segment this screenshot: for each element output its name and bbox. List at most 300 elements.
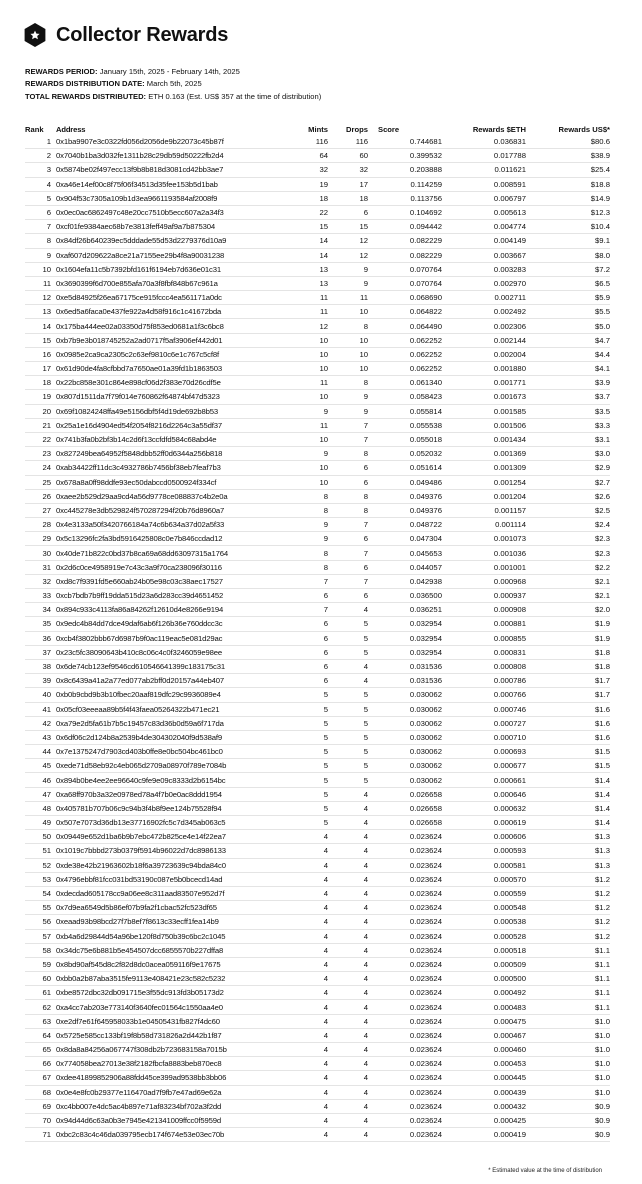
address-cell: 0xb0b9cbd9b3b10fbec20aaf819dfc29c9936089e4 <box>56 690 221 700</box>
page-title: Collector Rewards <box>56 23 229 46</box>
score-cell: 0.055538 <box>409 420 442 430</box>
drops-cell: 4 <box>363 605 368 615</box>
table-row <box>25 830 610 844</box>
table-row <box>25 1114 610 1128</box>
rewards-usd-cell: $1.7 <box>595 690 610 700</box>
rewards-eth-cell: 0.000570 <box>493 874 526 884</box>
table-row <box>25 575 610 589</box>
score-cell: 0.023624 <box>409 917 442 927</box>
rewards-usd-cell: $2.2 <box>595 562 610 572</box>
address-cell: 0xcf01fe9384aec68b7e3813feff49af9a7b875304 <box>56 222 215 232</box>
drops-cell: 12 <box>359 250 368 260</box>
mints-cell: 10 <box>319 335 328 345</box>
rank-cell: 32 <box>42 576 51 586</box>
mints-cell: 10 <box>319 477 328 487</box>
rewards-usd-cell: $1.3 <box>595 846 610 856</box>
total-distributed-value: ETH 0.163 (Est. US$ 357 at the time of distribution) <box>148 91 322 101</box>
rank-cell: 37 <box>42 647 51 657</box>
rewards-usd-cell: $2.7 <box>595 477 610 487</box>
table-row <box>25 291 610 305</box>
mints-cell: 10 <box>319 435 328 445</box>
rewards-usd-cell: $1.2 <box>595 874 610 884</box>
address-cell: 0xcb7bdb7b9ff19dda515d23a6d283cc39d4651452 <box>56 591 224 601</box>
rewards-usd-cell: $1.1 <box>595 959 610 969</box>
rewards-eth-cell: 0.000509 <box>493 959 526 969</box>
rewards-eth-cell: 0.000727 <box>493 718 526 728</box>
drops-cell: 6 <box>363 477 368 487</box>
score-cell: 0.399532 <box>409 151 442 161</box>
address-cell: 0x94d44d6c63a0b3e7945e421341009ffcc0f5959d <box>56 1116 221 1126</box>
mints-cell: 18 <box>319 193 328 203</box>
drops-cell: 4 <box>363 1016 368 1026</box>
score-cell: 0.113756 <box>410 193 442 203</box>
rewards-usd-cell: $1.0 <box>595 1045 610 1055</box>
address-cell: 0xa68ff970b3a32e0978ed78a4f7b0e0ac8ddd1954 <box>56 789 222 799</box>
rank-cell: 17 <box>42 364 51 374</box>
rewards-eth-cell: 0.001673 <box>493 392 526 402</box>
rewards-eth-cell: 0.000677 <box>493 761 526 771</box>
table-row <box>25 546 610 560</box>
rank-cell: 59 <box>42 959 51 969</box>
rank-cell: 68 <box>42 1087 51 1097</box>
rewards-usd-cell: $6.5 <box>595 278 610 288</box>
table-row <box>25 532 610 546</box>
rewards-usd-cell: $0.9 <box>595 1101 610 1111</box>
address-cell: 0xa79e2d5fa61b7b5c19457c83d36b0d59a6f717da <box>56 718 224 728</box>
address-cell: 0x7e1375247d7903cd403b0ffe8e0bc504bc461bc0 <box>56 747 223 757</box>
rewards-usd-cell: $4.1 <box>595 364 610 374</box>
address-cell: 0x774058bea27013e38f2182fbcfa8883beb870ec8 <box>56 1059 222 1069</box>
drops-cell: 4 <box>363 676 368 686</box>
score-cell: 0.026658 <box>409 789 442 799</box>
rewards-eth-cell: 0.000619 <box>493 818 526 828</box>
score-cell: 0.042938 <box>409 576 442 586</box>
rewards-eth-cell: 0.000593 <box>493 846 526 856</box>
drops-cell: 4 <box>363 945 368 955</box>
rank-cell: 24 <box>42 463 51 473</box>
score-cell: 0.062252 <box>409 349 442 359</box>
score-cell: 0.030062 <box>409 747 442 757</box>
score-cell: 0.023624 <box>409 988 442 998</box>
rank-cell: 64 <box>42 1030 51 1040</box>
drops-cell: 4 <box>363 917 368 927</box>
drops-cell: 4 <box>363 1087 368 1097</box>
score-cell: 0.082229 <box>409 236 442 246</box>
drops-cell: 4 <box>363 789 368 799</box>
rewards-usd-cell: $18.8 <box>590 179 610 189</box>
score-cell: 0.023624 <box>409 846 442 856</box>
drops-cell: 5 <box>363 633 368 643</box>
rank-cell: 33 <box>42 591 51 601</box>
mints-cell: 5 <box>323 789 328 799</box>
mints-cell: 5 <box>323 803 328 813</box>
mints-cell: 4 <box>323 1002 328 1012</box>
table-row <box>25 1086 610 1100</box>
rewards-usd-cell: $38.9 <box>590 151 610 161</box>
address-cell: 0xaee2b529d29aa9cd4a56d9778ce088837c4b2e0a <box>56 491 228 501</box>
mints-cell: 6 <box>323 619 328 629</box>
rewards-eth-cell: 0.000425 <box>493 1116 526 1126</box>
rewards-usd-cell: $2.5 <box>595 505 610 515</box>
rank-cell: 65 <box>42 1045 51 1055</box>
score-cell: 0.052032 <box>409 449 442 459</box>
rewards-usd-cell: $1.1 <box>595 988 610 998</box>
address-cell: 0x1604efa11c5b7392bfd161f6194eb7d636e01c31 <box>56 264 221 274</box>
rewards-eth-cell: 0.001254 <box>493 477 526 487</box>
drops-cell: 4 <box>363 931 368 941</box>
mints-cell: 10 <box>319 364 328 374</box>
rewards-usd-cell: $1.2 <box>595 931 610 941</box>
mints-cell: 4 <box>323 974 328 984</box>
table-row <box>25 944 610 958</box>
header-address: Address <box>56 124 86 134</box>
address-cell: 0x175ba444ee02a03350d75f853ed0681a1f3c6bc8 <box>56 321 224 331</box>
rewards-usd-cell: $14.9 <box>590 193 610 203</box>
rewards-usd-cell: $1.5 <box>595 747 610 757</box>
header-score: Score <box>378 124 400 134</box>
drops-cell: 7 <box>363 435 368 445</box>
address-cell: 0x6df06c2d124b8a2539b4de304302040f9d538af9 <box>56 732 222 742</box>
rewards-eth-cell: 0.000518 <box>493 945 526 955</box>
mints-cell: 4 <box>323 832 328 842</box>
rewards-eth-cell: 0.005613 <box>493 208 526 218</box>
score-cell: 0.023624 <box>409 832 442 842</box>
rank-cell: 52 <box>42 860 51 870</box>
table-row <box>25 490 610 504</box>
drops-cell: 60 <box>359 151 368 161</box>
mints-cell: 5 <box>323 732 328 742</box>
address-cell: 0x4e3133a50f3420766184a74c6b634a37d02a5f33 <box>56 520 225 530</box>
rank-cell: 70 <box>42 1116 51 1126</box>
score-cell: 0.036251 <box>409 605 442 615</box>
address-cell: 0x25a1e16d4904ed54f2054f8216d2264c3a55df37 <box>56 420 222 430</box>
drops-cell: 17 <box>359 179 368 189</box>
address-cell: 0x7d9ea6549d5b86ef07b9fa2f1cbac52fc523df65 <box>56 903 217 913</box>
rewards-eth-cell: 0.000528 <box>493 931 526 941</box>
table-row <box>25 234 610 248</box>
rewards-usd-cell: $1.6 <box>595 704 610 714</box>
score-cell: 0.032954 <box>409 633 442 643</box>
distribution-date-label: REWARDS DISTRIBUTION DATE: <box>25 79 145 89</box>
address-cell: 0x69f10824248ffa49e5156dbf5f4d19de692b8b53 <box>56 406 218 416</box>
table-row <box>25 745 610 759</box>
drops-cell: 4 <box>363 1073 368 1083</box>
score-cell: 0.023624 <box>409 874 442 884</box>
score-cell: 0.070764 <box>409 278 442 288</box>
rank-cell: 40 <box>42 690 51 700</box>
drops-cell: 8 <box>363 449 368 459</box>
mints-cell: 15 <box>319 222 328 232</box>
rank-cell: 7 <box>46 222 51 232</box>
drops-cell: 4 <box>363 860 368 870</box>
rewards-usd-cell: $1.9 <box>595 619 610 629</box>
drops-cell: 4 <box>363 818 368 828</box>
mints-cell: 8 <box>323 491 328 501</box>
drops-cell: 4 <box>363 1101 368 1111</box>
score-cell: 0.023624 <box>409 945 442 955</box>
rank-cell: 4 <box>46 179 51 189</box>
rewards-eth-cell: 0.000475 <box>493 1016 526 1026</box>
rewards-usd-cell: $1.4 <box>595 775 610 785</box>
address-cell: 0xa4cc7ab203e773140f3640fec01564c1550aa4e0 <box>56 1002 223 1012</box>
rewards-eth-cell: 0.003283 <box>493 264 526 274</box>
rewards-eth-cell: 0.000908 <box>493 605 526 615</box>
rewards-eth-cell: 0.000766 <box>493 690 526 700</box>
address-cell: 0xab34422ff11dc3c4932786b7456bf38eb7feaf7b3 <box>56 463 221 473</box>
mints-cell: 10 <box>319 392 328 402</box>
score-cell: 0.114259 <box>410 179 442 189</box>
table-row <box>25 703 610 717</box>
mints-cell: 6 <box>323 662 328 672</box>
rank-cell: 14 <box>42 321 51 331</box>
drops-cell: 5 <box>363 732 368 742</box>
table-row <box>25 1128 610 1142</box>
drops-cell: 4 <box>363 903 368 913</box>
drops-cell: 9 <box>363 278 368 288</box>
drops-cell: 5 <box>363 690 368 700</box>
address-cell: 0x894c933c4113fa86a84262f12610d4e8266e9194 <box>56 605 224 615</box>
address-cell: 0x3690399f6d700e855afa70a3f8fbf848b67c961a <box>56 278 218 288</box>
score-cell: 0.023624 <box>409 1130 442 1140</box>
address-cell: 0x0985e2ca9ca2305c2c63ef9810c6e1c767c5cf8f <box>56 349 219 359</box>
mints-cell: 9 <box>323 449 328 459</box>
rank-cell: 6 <box>46 208 51 218</box>
header-drops: Drops <box>346 124 368 134</box>
score-cell: 0.032954 <box>409 647 442 657</box>
address-cell: 0x827249bea64952f5848dbb52ff0d6344a256b818 <box>56 449 223 459</box>
table-row <box>25 135 610 149</box>
drops-cell: 4 <box>363 874 368 884</box>
rank-cell: 47 <box>42 789 51 799</box>
address-cell: 0xb4a6d29844d54a96be120f8d750b39c6bc2c1045 <box>56 931 226 941</box>
rewards-usd-cell: $3.5 <box>595 406 610 416</box>
rewards-eth-cell: 0.000646 <box>493 789 526 799</box>
table-row <box>25 986 610 1000</box>
table-row <box>25 844 610 858</box>
address-cell: 0x741b3fa0b2bf3b14c2d6f13ccfdfd584c68abd4e <box>56 435 217 445</box>
table-row <box>25 731 610 745</box>
address-cell: 0xe2df7e61f645958033b1e04505431fb827f4dc60 <box>56 1016 220 1026</box>
address-cell: 0x678a8a0ff98ddfe93ec50dabccd0500924f334cf <box>56 477 217 487</box>
drops-cell: 4 <box>363 662 368 672</box>
score-cell: 0.049376 <box>409 505 442 515</box>
score-cell: 0.023624 <box>409 1002 442 1012</box>
table-row <box>25 419 610 433</box>
rewards-usd-cell: $1.4 <box>595 803 610 813</box>
address-cell: 0xaf607d209622a8ce21a7155ee29b4f8a90031238 <box>56 250 225 260</box>
rewards-eth-cell: 0.001073 <box>493 534 526 544</box>
score-cell: 0.094442 <box>409 222 442 232</box>
header-mints: Mints <box>308 124 328 134</box>
mints-cell: 4 <box>323 988 328 998</box>
rewards-eth-cell: 0.002970 <box>493 278 526 288</box>
rank-cell: 38 <box>42 662 51 672</box>
rank-cell: 42 <box>42 718 51 728</box>
rank-cell: 51 <box>42 846 51 856</box>
address-cell: 0x7040b1ba3d032fe1311b28c29db59d50222fb2d4 <box>56 151 224 161</box>
rank-cell: 60 <box>42 974 51 984</box>
address-cell: 0xb7b9e3b018745252a2ad0717f5af3906ef442d01 <box>56 335 223 345</box>
rank-cell: 54 <box>42 889 51 899</box>
score-cell: 0.023624 <box>409 860 442 870</box>
rewards-usd-cell: $3.1 <box>595 435 610 445</box>
drops-cell: 8 <box>363 378 368 388</box>
rewards-eth-cell: 0.000606 <box>493 832 526 842</box>
rank-cell: 5 <box>46 193 51 203</box>
mints-cell: 11 <box>320 293 328 303</box>
rewards-eth-cell: 0.002492 <box>493 307 526 317</box>
drops-cell: 10 <box>359 307 368 317</box>
mints-cell: 10 <box>319 349 328 359</box>
drops-cell: 9 <box>363 392 368 402</box>
rewards-eth-cell: 0.002306 <box>493 321 526 331</box>
rewards-eth-cell: 0.001001 <box>493 562 526 572</box>
table-row <box>25 362 610 376</box>
drops-cell: 10 <box>359 349 368 359</box>
rewards-eth-cell: 0.001114 <box>495 520 526 530</box>
header-rewards-eth: Rewards $ETH <box>472 124 526 134</box>
rank-cell: 19 <box>42 392 51 402</box>
drops-cell: 5 <box>363 718 368 728</box>
table-row <box>25 461 610 475</box>
table-row <box>25 319 610 333</box>
drops-cell: 4 <box>363 832 368 842</box>
address-cell: 0x0e4e8fc0b29377e116470ad7f9fb7e47ad69e62a <box>56 1087 222 1097</box>
rank-cell: 2 <box>46 151 51 161</box>
rewards-usd-cell: $2.9 <box>595 463 610 473</box>
mints-cell: 4 <box>323 1059 328 1069</box>
table-row <box>25 603 610 617</box>
drops-cell: 4 <box>363 1130 368 1140</box>
rewards-usd-cell: $1.8 <box>595 662 610 672</box>
total-distributed <box>25 91 321 103</box>
mints-cell: 14 <box>319 250 328 260</box>
rank-cell: 62 <box>42 1002 51 1012</box>
rewards-eth-cell: 0.000786 <box>493 676 526 686</box>
rewards-eth-cell: 0.000968 <box>493 576 526 586</box>
rewards-usd-cell: $1.3 <box>595 832 610 842</box>
address-cell: 0x894b0be4ee2ee96640c9fe9e09c8333d2b6154bc <box>56 775 226 785</box>
score-cell: 0.062252 <box>409 364 442 374</box>
address-cell: 0x8da8a84256a067747f308db2b723683158a7015b <box>56 1045 227 1055</box>
mints-cell: 5 <box>323 818 328 828</box>
score-cell: 0.023624 <box>409 1073 442 1083</box>
table-row <box>25 249 610 263</box>
rewards-eth-cell: 0.004149 <box>493 236 526 246</box>
address-cell: 0xbe8572dbc32db091715e3f55dc913fd3b05173d2 <box>56 988 224 998</box>
address-cell: 0x6de74cb123ef9546cd610546641399c183175c31 <box>56 662 225 672</box>
rank-cell: 43 <box>42 732 51 742</box>
rank-cell: 36 <box>42 633 51 643</box>
rewards-usd-cell: $1.9 <box>595 633 610 643</box>
rewards-usd-cell: $0.9 <box>595 1130 610 1140</box>
rewards-period-value: January 15th, 2025 - February 14th, 2025 <box>99 67 240 76</box>
mints-cell: 32 <box>319 165 328 175</box>
score-cell: 0.055018 <box>409 435 442 445</box>
rewards-usd-cell: $2.1 <box>595 591 610 601</box>
drops-cell: 5 <box>363 704 368 714</box>
rewards-table <box>25 123 610 1142</box>
table-row <box>25 930 610 944</box>
rewards-eth-cell: 0.008591 <box>493 179 526 189</box>
table-row <box>25 773 610 787</box>
table-row <box>25 802 610 816</box>
rewards-eth-cell: 0.001204 <box>493 491 526 501</box>
score-cell: 0.203888 <box>409 165 442 175</box>
rewards-eth-cell: 0.001036 <box>493 548 526 558</box>
table-row <box>25 376 610 390</box>
drops-cell: 9 <box>363 406 368 416</box>
address-cell: 0x09449e652d1ba6b9b7ebc472b825ce4e14f22ea7 <box>56 832 226 842</box>
address-cell: 0x807d1511da7f79f014e760862f64874bf47d5323 <box>56 392 220 402</box>
address-cell: 0x0ec0ac6862497c48e20cc7510b5ecc607a2a34f3 <box>56 208 224 218</box>
score-cell: 0.030062 <box>409 718 442 728</box>
table-row <box>25 390 610 404</box>
rank-cell: 55 <box>42 903 51 913</box>
drops-cell: 11 <box>360 293 368 303</box>
address-cell: 0xe5d84925f26ea67175ce915fccc4ea561171a0dc <box>56 293 222 303</box>
mints-cell: 11 <box>320 420 328 430</box>
rewards-eth-cell: 0.002144 <box>493 335 526 345</box>
rank-cell: 18 <box>42 378 51 388</box>
drops-cell: 7 <box>363 576 368 586</box>
rank-cell: 20 <box>42 406 51 416</box>
table-row <box>25 632 610 646</box>
address-cell: 0x23c5fc38090643b410c8c06c4c0f3246059e98ee <box>56 647 222 657</box>
rewards-eth-cell: 0.000831 <box>493 647 526 657</box>
address-cell: 0x05cf03eeeaa89b5f4f43faea05264322b471ec21 <box>56 704 220 714</box>
mints-cell: 8 <box>323 505 328 515</box>
rewards-eth-cell: 0.000559 <box>493 889 526 899</box>
rewards-usd-cell: $3.3 <box>595 420 610 430</box>
rewards-usd-cell: $8.0 <box>595 250 610 260</box>
address-cell: 0x5874be02f497ecc13f9b8b818d3081cd42bb3ae7 <box>56 165 224 175</box>
drops-cell: 4 <box>363 1059 368 1069</box>
score-cell: 0.062252 <box>409 335 442 345</box>
drops-cell: 5 <box>363 619 368 629</box>
rank-cell: 39 <box>42 676 51 686</box>
mints-cell: 10 <box>319 463 328 473</box>
drops-cell: 8 <box>363 321 368 331</box>
rewards-usd-cell: $2.4 <box>595 520 610 530</box>
rewards-eth-cell: 0.001771 <box>493 378 526 388</box>
address-cell: 0xde38e42b21963602b18f6a39723639c94bda84c0 <box>56 860 226 870</box>
rank-cell: 15 <box>42 335 51 345</box>
address-cell: 0xdee41899852906a88fdd45ce399ad9538bb3bb06 <box>56 1073 227 1083</box>
rank-cell: 46 <box>42 775 51 785</box>
rewards-usd-cell: $7.2 <box>595 264 610 274</box>
rank-cell: 10 <box>42 264 51 274</box>
rewards-eth-cell: 0.000439 <box>493 1087 526 1097</box>
drops-cell: 4 <box>363 846 368 856</box>
mints-cell: 6 <box>323 633 328 643</box>
rewards-period <box>25 66 321 78</box>
rank-cell: 23 <box>42 449 51 459</box>
star-in-hexagon-icon <box>22 22 48 48</box>
rank-cell: 25 <box>42 477 51 487</box>
rank-cell: 57 <box>42 931 51 941</box>
rank-cell: 21 <box>42 420 51 430</box>
rewards-usd-cell: $1.0 <box>595 1016 610 1026</box>
drops-cell: 8 <box>363 491 368 501</box>
mints-cell: 5 <box>323 690 328 700</box>
rewards-usd-cell: $3.7 <box>595 392 610 402</box>
address-cell: 0x9edc4b84dd7dce49daf6ab6f126b36e760ddcc3c <box>56 619 223 629</box>
score-cell: 0.070764 <box>409 264 442 274</box>
address-cell: 0x904f53c7305a109b1d3ea9661193584af2008f9 <box>56 193 218 203</box>
table-row <box>25 688 610 702</box>
address-cell: 0x4796ebbf81fcc031bd53190c087e5b0bcecd14ad <box>56 874 223 884</box>
